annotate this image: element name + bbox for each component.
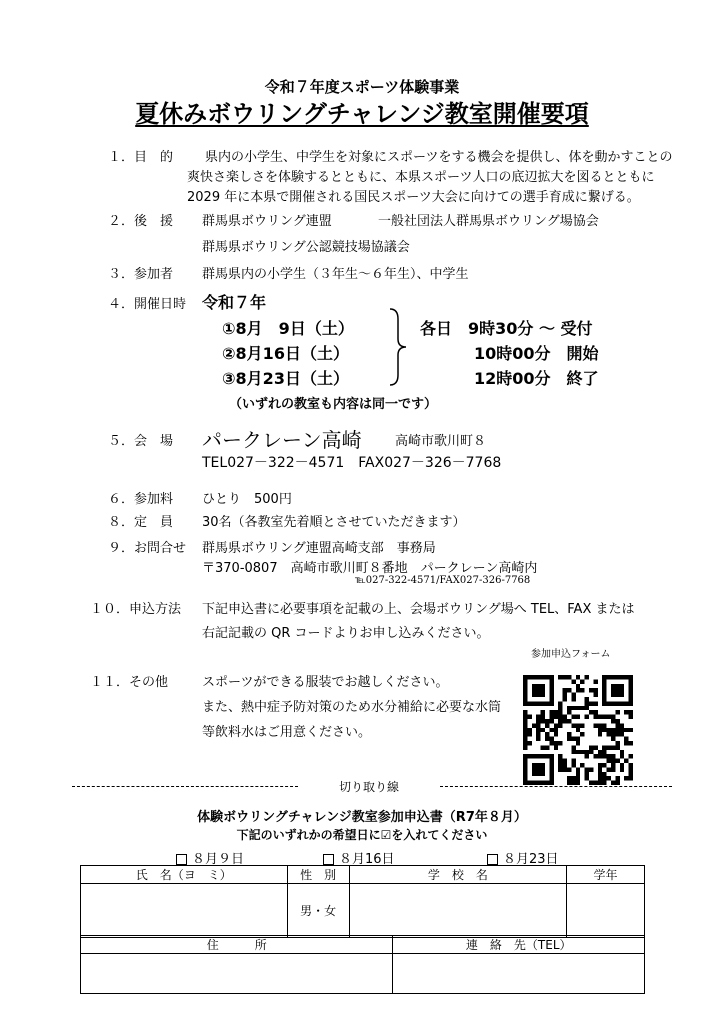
apply-label: １０．申込方法	[90, 602, 182, 617]
checkbox-icon[interactable]	[176, 854, 187, 865]
header-grade: 学年	[567, 866, 645, 884]
address-field[interactable]	[81, 954, 393, 994]
venue-label: ５．会 場	[108, 434, 174, 449]
schedule-time-2: 10時00分 開始	[474, 344, 599, 363]
brace-icon	[388, 307, 410, 387]
header-gender: 性 別	[287, 866, 349, 884]
contact-line-1: 群馬県ボウリング連盟高崎支部 事務局	[202, 541, 436, 556]
apply-line-1: 下記申込書に必要事項を記載の上、会場ボウリング場へ TEL、FAX または	[202, 602, 635, 617]
schedule-time-1: 各日 9時30分 ～ 受付	[420, 319, 593, 338]
qr-label: 参加申込フォーム	[531, 649, 611, 660]
header-address: 住 所	[81, 936, 393, 954]
grade-field[interactable]	[567, 884, 645, 938]
contact-field[interactable]	[393, 954, 645, 994]
participants-text: 群馬県内の小学生（３年生～６年生）、中学生	[202, 267, 469, 282]
header-name: 氏 名（ヨ ミ）	[81, 866, 288, 884]
checkbox-icon[interactable]	[487, 854, 498, 865]
cut-line	[72, 780, 672, 792]
date-option-aug16[interactable]: ８月16日	[323, 848, 395, 867]
fee-label: ６．参加料	[108, 492, 174, 507]
contact-label: ９．お問合せ	[108, 541, 187, 556]
fee-text: ひとり 500円	[202, 492, 292, 507]
event-subtitle: 令和７年度スポーツ体験事業	[264, 78, 460, 96]
application-table-contact	[80, 935, 645, 994]
schedule-date-3: ③8月23日（土）	[222, 369, 349, 388]
schedule-year: 令和７年	[202, 293, 267, 312]
header-contact: 連 絡 先（TEL）	[393, 936, 645, 954]
schedule-label: ４．開催日時	[108, 297, 187, 312]
schedule-date-2: ②8月16日（土）	[222, 344, 349, 363]
form-title: 体験ボウリングチャレンジ教室参加申込書（R7年８月）	[197, 810, 527, 825]
other-label: １１．その他	[90, 675, 169, 690]
support-org-1: 群馬県ボウリング連盟	[202, 214, 332, 229]
schedule-time-3: 12時00分 終了	[474, 369, 599, 388]
apply-line-2: 右記記載の QR コードよりお申し込みください。	[202, 626, 490, 641]
form-instruction: 下記のいずれかの希望日に☑を入れてください	[236, 828, 488, 842]
purpose-line-3: 2029 年に本県で開催される国民スポーツ大会に向けての選手育成に繋げる。	[187, 190, 640, 205]
cut-line-label: 切り取り線	[304, 778, 434, 795]
venue-address: 高崎市歌川町８	[395, 434, 487, 449]
venue-phone-fax: TEL027－322－4571 FAX027－326－7768	[202, 455, 502, 471]
application-table	[80, 865, 645, 938]
support-label: ２．後 援	[108, 214, 174, 229]
checkbox-icon[interactable]	[323, 854, 334, 865]
other-line-3: 等飲料水はご用意ください。	[202, 725, 372, 740]
date-option-aug9[interactable]: ８月９日	[176, 848, 244, 867]
date-option-aug23[interactable]: ８月23日	[487, 848, 559, 867]
schedule-note: （いずれの教室も内容は同一です）	[229, 397, 438, 412]
purpose-label: １．目 的	[108, 150, 174, 165]
participants-label: ３．参加者	[108, 267, 174, 282]
schedule-date-1: ①8月 9日（土）	[222, 319, 354, 338]
name-field[interactable]	[81, 884, 288, 938]
qr-code-icon[interactable]	[523, 675, 633, 785]
page-title: 夏休みボウリングチャレンジ教室開催要項	[135, 100, 589, 128]
capacity-label: ８．定 員	[108, 515, 174, 530]
support-org-3: 群馬県ボウリング公認競技場協議会	[202, 240, 410, 255]
other-line-2: また、熱中症予防対策のため水分補給に必要な水筒	[202, 700, 502, 715]
capacity-text: 30名（各教室先着順とさせていただきます）	[202, 515, 466, 530]
contact-line-2: 〒370-0807 高崎市歌川町８番地 パークレーン高崎内	[202, 561, 538, 576]
header-school: 学 校 名	[349, 866, 567, 884]
contact-line-3: ℡027-322-4571/FAX027-326-7768	[355, 575, 531, 586]
other-line-1: スポーツができる服装でお越しください。	[202, 675, 449, 690]
gender-field[interactable]: 男・女	[287, 884, 349, 938]
school-field[interactable]	[349, 884, 567, 938]
purpose-line-2: 爽快さ楽しさを体験するとともに、本県スポーツ人口の底辺拡大を図るとともに	[187, 170, 655, 185]
venue-name: パークレーン高崎	[202, 428, 362, 452]
purpose-line-1: 県内の小学生、中学生を対象にスポーツをする機会を提供し、体を動かすことの	[205, 150, 673, 165]
support-org-2: 一般社団法人群馬県ボウリング場協会	[378, 214, 599, 229]
